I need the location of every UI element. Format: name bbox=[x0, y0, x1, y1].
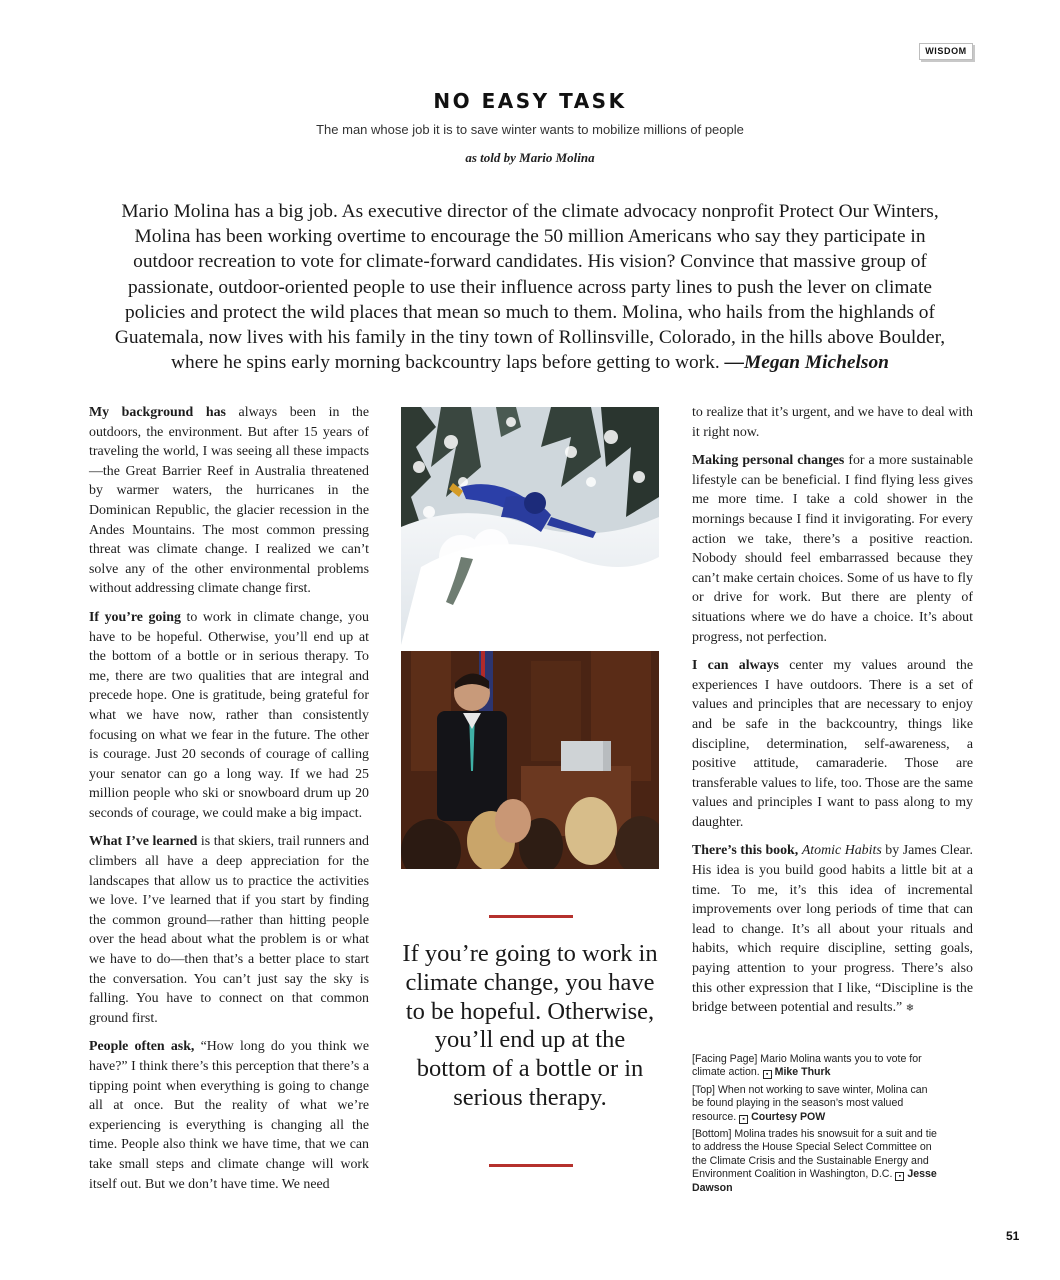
paragraph-lead: My background has bbox=[89, 405, 226, 420]
caption-text: [Top] When not working to save winter, Molina can be found playing in the season’s most valued resource. bbox=[692, 1083, 928, 1123]
paragraph bbox=[692, 841, 973, 1018]
caption-text: [Facing Page] Mario Molina wants you to vote for climate action. bbox=[692, 1053, 922, 1079]
caption-facing-page bbox=[692, 1053, 937, 1080]
paragraph-lead: I can always bbox=[692, 658, 779, 674]
book-title: Atomic Habits bbox=[801, 843, 882, 859]
paragraph-text: center my values around the experiences I have outdoors. There is a set of values and principles that are necessary to enjoy and be safe in the backcountry, things like discipline, determination, self-awareness, a positive attitude, camaraderie. Those are transferable values to life, too. Those are the same values and principles I want to pass along to my daughter. bbox=[692, 658, 973, 830]
article-subtitle: The man whose job it is to save winter wants to mobilize millions of people bbox=[316, 122, 744, 137]
paragraph-lead: There’s this book, bbox=[692, 843, 799, 859]
right-column bbox=[692, 403, 973, 1028]
caption-text: [Bottom] Molina trades his snowsuit for a suit and tie to address the House Special Select Committee on the Climate Crisis and the Sustainable Energy and Environment Coalition in Washington, D.C. bbox=[692, 1128, 937, 1181]
paragraph bbox=[89, 403, 369, 599]
paragraph bbox=[692, 656, 973, 832]
pull-quote: If you’re going to work in climate change, you have to be hopeful. Otherwise, you’ll end up at the bottom of a bottle or in serious therapy. bbox=[402, 940, 658, 1111]
paragraph-lead: People often ask, bbox=[89, 1039, 195, 1055]
article-title: NO EASY TASK bbox=[433, 89, 627, 113]
paragraph bbox=[89, 832, 369, 1028]
byline: as told by Mario Molina bbox=[465, 150, 595, 165]
intro-signature: —Megan Michelson bbox=[724, 352, 889, 374]
speaker-illustration bbox=[401, 651, 659, 869]
caption-top bbox=[692, 1084, 937, 1124]
snowflake-icon: ❄ bbox=[905, 1003, 915, 1015]
paragraph-text: always been in the outdoors, the environment. But after 15 years of traveling the world, I was seeing all these impacts—the Great Barrier Reef in Australia threatened by warmer waters, the hurricanes in the Dominican Republic, the glacier recession in the Andes Mountains. The most common pressing threat was climate change. I realized we can’t solve any of the other environmental problems without addressing climate change first. bbox=[89, 405, 369, 597]
paragraph-lead: Making personal changes bbox=[692, 453, 845, 469]
paragraph-lead: What I’ve learned bbox=[89, 834, 198, 850]
paragraph bbox=[89, 608, 369, 824]
photo-snowboarder bbox=[401, 407, 659, 645]
snowboarder-illustration bbox=[401, 407, 659, 645]
pull-quote-rule-bottom bbox=[489, 1164, 573, 1167]
paragraph-text: for a more sustainable lifestyle can be beneficial. I find flying less gives me more time. I take a cold shower in the mornings because I find it invigorating. For every action we take, there’s a positive reaction. Nobody should feel embarrassed because they can’t make certain choices. Some of us have to fly or drive for work. But there are plenty of situations where we do have a choice. It’s about progress, not perfection. bbox=[692, 453, 973, 645]
paragraph-lead: If you’re going bbox=[89, 609, 181, 625]
left-column bbox=[89, 403, 369, 1203]
page-number: 51 bbox=[1006, 1229, 1020, 1243]
intro-text: Mario Molina has a big job. As executive director of the climate advocacy nonprofit Protect Our Winters, Molina has been working overtime to encourage the 50 million Americans who say they participate in outdoor recreation to vote for climate-forward candidates. His vision? Convince that massive group of passionate, outdoor-oriented people to use their influence across party lines to push the lever on climate policies and protect the wild places that mean so much to them. Molina, who hails from the highlands of Guatemala, now lives with his family in the tiny town of Rollinsville, Colorado, in the hills above Boulder, where he spins early morning backcountry laps before getting to work. bbox=[114, 201, 946, 374]
paragraph-text: to work in climate change, you have to be hopeful. Otherwise, you’ll end up at the bottom of a bottle or in serious therapy. To me, there are two qualities that are integral and precede hope. One is gratitude, being grateful for what we have now, rather than consistently focusing on what we fear in the future. The other is courage. Just 20 seconds of courage of calling your senator can go a long way. If we had 25 million people who ski or snowboard drum up 20 seconds of courage, we could make a big impact. bbox=[89, 609, 370, 821]
paragraph-text: by James Clear. His idea is you build good habits a little bit at a time. To me, it’s this idea of incremental improvements over long periods of time that can lead to change. It’s all about your rituals and habits, which require discipline, setting goals, paying attention to your progress. There’s also this other expression that I like, “Discipline is the bridge between potential and results.” bbox=[692, 843, 973, 1016]
camera-icon: ▪ bbox=[895, 1172, 904, 1181]
photo-credit: Jesse Dawson bbox=[692, 1168, 937, 1194]
paragraph-continuation: to realize that it’s urgent, and we have to deal with it right now. bbox=[692, 405, 973, 440]
intro-paragraph bbox=[104, 199, 956, 375]
camera-icon: ▪ bbox=[739, 1115, 748, 1124]
photo-credit: Courtesy POW bbox=[751, 1110, 826, 1123]
camera-icon: ▪ bbox=[763, 1070, 772, 1079]
section-tag: WISDOM bbox=[919, 43, 973, 60]
photo-captions bbox=[692, 1053, 937, 1199]
pull-quote-rule-top bbox=[489, 915, 573, 918]
photo-credit: Mike Thurk bbox=[774, 1066, 831, 1079]
paragraph-text: “How long do you think we have?” I think there’s this perception that there’s a tipping point when everything is going to change all at once. But the reality of what we’re experiencing is everything is changing all the time. People also think we have time, that we can take small steps and climate change will work itself out. But we don’t have time. We need bbox=[89, 1039, 369, 1192]
paragraph bbox=[89, 1037, 369, 1194]
photo-committee bbox=[401, 651, 659, 869]
paragraph-text: is that skiers, trail runners and climbers all have a deep appreciation for the landscapes that allow us to practice the activities we love. I’ve learned that if you start by finding the common ground—rather than hitting people over the head about what the problem is or what we have to do—then that’s a better place to start the conversation. You can’t just say the sky is falling. You have to connect on that common ground first. bbox=[89, 834, 369, 1026]
caption-bottom bbox=[692, 1128, 937, 1195]
paragraph bbox=[692, 451, 973, 647]
